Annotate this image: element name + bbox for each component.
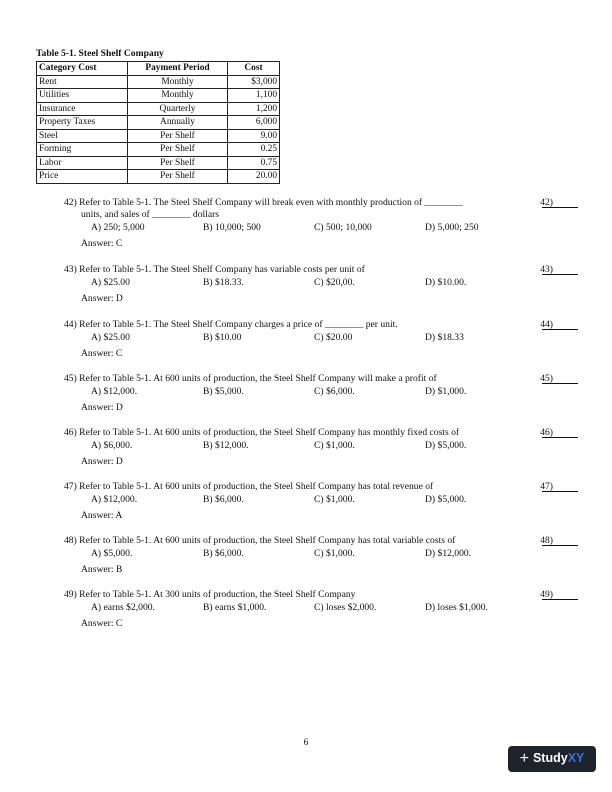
choice-a: A) $12,000. [91, 385, 138, 397]
page-number: 6 [303, 737, 309, 748]
question-text: 44) Refer to Table 5-1. The Steel Shelf Company charges a price of ________ per unit. [64, 319, 398, 330]
choice-d: D) loses $1,000. [425, 601, 488, 613]
cell-cost: 0.25 [228, 143, 280, 157]
table-row [37, 143, 280, 157]
answer-blank[interactable] [542, 545, 578, 546]
table-row [37, 170, 280, 184]
choice-b: B) $6,000. [203, 493, 244, 505]
question-48 [64, 535, 584, 576]
choice-list [64, 222, 584, 235]
choice-d: D) $1,000. [425, 385, 467, 397]
choice-c: C) $6,000. [314, 385, 355, 397]
answer-key: Answer: A [81, 509, 123, 521]
question-number: 48) [540, 535, 553, 546]
choice-a: A) $6,000. [91, 439, 133, 451]
table-title: Table 5-1. Steel Shelf Company [36, 48, 164, 59]
badge-study-text: Study [532, 751, 568, 766]
question-text: 47) Refer to Table 5-1. At 600 units of production, the Steel Shelf Company has total revenue of [64, 481, 434, 492]
question-number: 46) [540, 427, 553, 438]
question-text: 43) Refer to Table 5-1. The Steel Shelf Company has variable costs per unit of [64, 264, 365, 275]
cell-period: Per Shelf [128, 143, 228, 157]
question-text: 42) Refer to Table 5-1. The Steel Shelf Company will break even with monthly production of ________ [64, 197, 463, 208]
cell-category: Utilities [37, 89, 128, 103]
question-47 [64, 481, 584, 522]
cell-category: Property Taxes [37, 116, 128, 130]
choice-d: D) $12,000. [425, 547, 472, 559]
choice-b: B) 10,000; 500 [203, 221, 261, 233]
question-number: 44) [540, 319, 553, 330]
cell-category: Labor [37, 156, 128, 170]
choice-d: D) 5,000; 250 [425, 221, 479, 233]
choice-list [64, 602, 584, 615]
choice-b: B) $10.00 [203, 331, 242, 343]
question-42 [64, 197, 584, 250]
cell-period: Monthly [128, 75, 228, 89]
answer-key: Answer: C [81, 617, 123, 629]
cell-cost: 20.00 [228, 170, 280, 184]
choice-d: D) $5,000. [425, 493, 467, 505]
question-43 [64, 264, 584, 305]
answer-key: Answer: B [81, 563, 123, 575]
table-row [37, 156, 280, 170]
cell-period: Quarterly [128, 102, 228, 116]
answer-key: Answer: C [81, 347, 123, 359]
choice-b: B) earns $1,000. [203, 601, 267, 613]
cell-period: Annually [128, 116, 228, 130]
cell-cost: 1,100 [228, 89, 280, 103]
answer-key: Answer: C [81, 237, 123, 249]
choice-list [64, 386, 584, 399]
answer-key: Answer: D [81, 292, 123, 304]
cell-category: Forming [37, 143, 128, 157]
question-text: 49) Refer to Table 5-1. At 300 units of production, the Steel Shelf Company [64, 589, 356, 600]
answer-key: Answer: D [81, 455, 123, 467]
cell-period: Per Shelf [128, 129, 228, 143]
choice-list [64, 332, 584, 345]
studyxy-badge[interactable] [508, 746, 596, 772]
question-number: 49) [540, 589, 553, 600]
choice-b: B) $5,000. [203, 385, 244, 397]
choice-c: C) $1,000. [314, 547, 355, 559]
cell-cost: 6,000 [228, 116, 280, 130]
choice-b: B) $6,000. [203, 547, 244, 559]
question-text: 48) Refer to Table 5-1. At 600 units of production, the Steel Shelf Company has total variable costs of [64, 535, 456, 546]
question-45 [64, 373, 584, 414]
answer-blank[interactable] [542, 437, 578, 438]
choice-list [64, 494, 584, 507]
question-number: 45) [540, 373, 553, 384]
table-row [37, 75, 280, 89]
cell-period: Per Shelf [128, 170, 228, 184]
cell-period: Monthly [128, 89, 228, 103]
answer-blank[interactable] [542, 207, 578, 208]
question-number: 47) [540, 481, 553, 492]
table-row [37, 102, 280, 116]
choice-a: A) 250; 5,000 [91, 221, 145, 233]
cell-cost: 9.00 [228, 129, 280, 143]
answer-key: Answer: D [81, 401, 123, 413]
question-46 [64, 427, 584, 468]
cost-table [36, 61, 280, 184]
question-number: 43) [540, 264, 553, 275]
choice-d: D) $10.00. [425, 276, 467, 288]
choice-a: A) $5,000. [91, 547, 133, 559]
choice-a: A) earns $2,000. [91, 601, 155, 613]
choice-a: A) $25.00 [91, 276, 130, 288]
answer-blank[interactable] [542, 274, 578, 275]
choice-c: C) $1,000. [314, 493, 355, 505]
cell-category: Steel [37, 129, 128, 143]
plus-icon: + [519, 750, 529, 767]
badge-xy-text: XY [567, 751, 585, 766]
choice-d: D) $5,000. [425, 439, 467, 451]
table-row [37, 89, 280, 103]
choice-d: D) $18.33 [425, 331, 464, 343]
choice-list [64, 277, 584, 290]
question-text-continued: units, and sales of ________ dollars [81, 208, 220, 220]
choice-c: C) $20.00 [314, 331, 353, 343]
answer-blank[interactable] [542, 599, 578, 600]
choice-b: B) $18.33. [203, 276, 244, 288]
question-49 [64, 589, 584, 630]
answer-blank[interactable] [542, 383, 578, 384]
choice-c: C) 500; 10,000 [314, 221, 372, 233]
choice-a: A) $12,000. [91, 493, 138, 505]
choice-c: C) $1,000. [314, 439, 355, 451]
question-text: 46) Refer to Table 5-1. At 600 units of production, the Steel Shelf Company has monthly fixed costs of [64, 427, 460, 438]
badge-label [533, 751, 584, 767]
question-text: 45) Refer to Table 5-1. At 600 units of production, the Steel Shelf Company will make a profit of [64, 373, 437, 384]
choice-b: B) $12,000. [203, 439, 249, 451]
cell-cost: 1,200 [228, 102, 280, 116]
choice-a: A) $25.00 [91, 331, 130, 343]
table-header-row [37, 62, 280, 76]
table-row [37, 129, 280, 143]
column-header-category: Category Cost [37, 62, 128, 76]
column-header-period: Payment Period [128, 62, 228, 76]
cell-category: Insurance [37, 102, 128, 116]
table-row [37, 116, 280, 130]
choice-list [64, 440, 584, 453]
choice-c: C) $20,00. [314, 276, 355, 288]
cell-cost: $3,000 [228, 75, 280, 89]
question-44 [64, 319, 584, 360]
cell-category: Price [37, 170, 128, 184]
cell-period: Per Shelf [128, 156, 228, 170]
question-number: 42) [540, 197, 553, 208]
cell-cost: 0.75 [228, 156, 280, 170]
choice-c: C) loses $2,000. [314, 601, 377, 613]
choice-list [64, 548, 584, 561]
column-header-cost: Cost [228, 62, 280, 76]
answer-blank[interactable] [542, 329, 578, 330]
answer-blank[interactable] [542, 491, 578, 492]
cell-category: Rent [37, 75, 128, 89]
